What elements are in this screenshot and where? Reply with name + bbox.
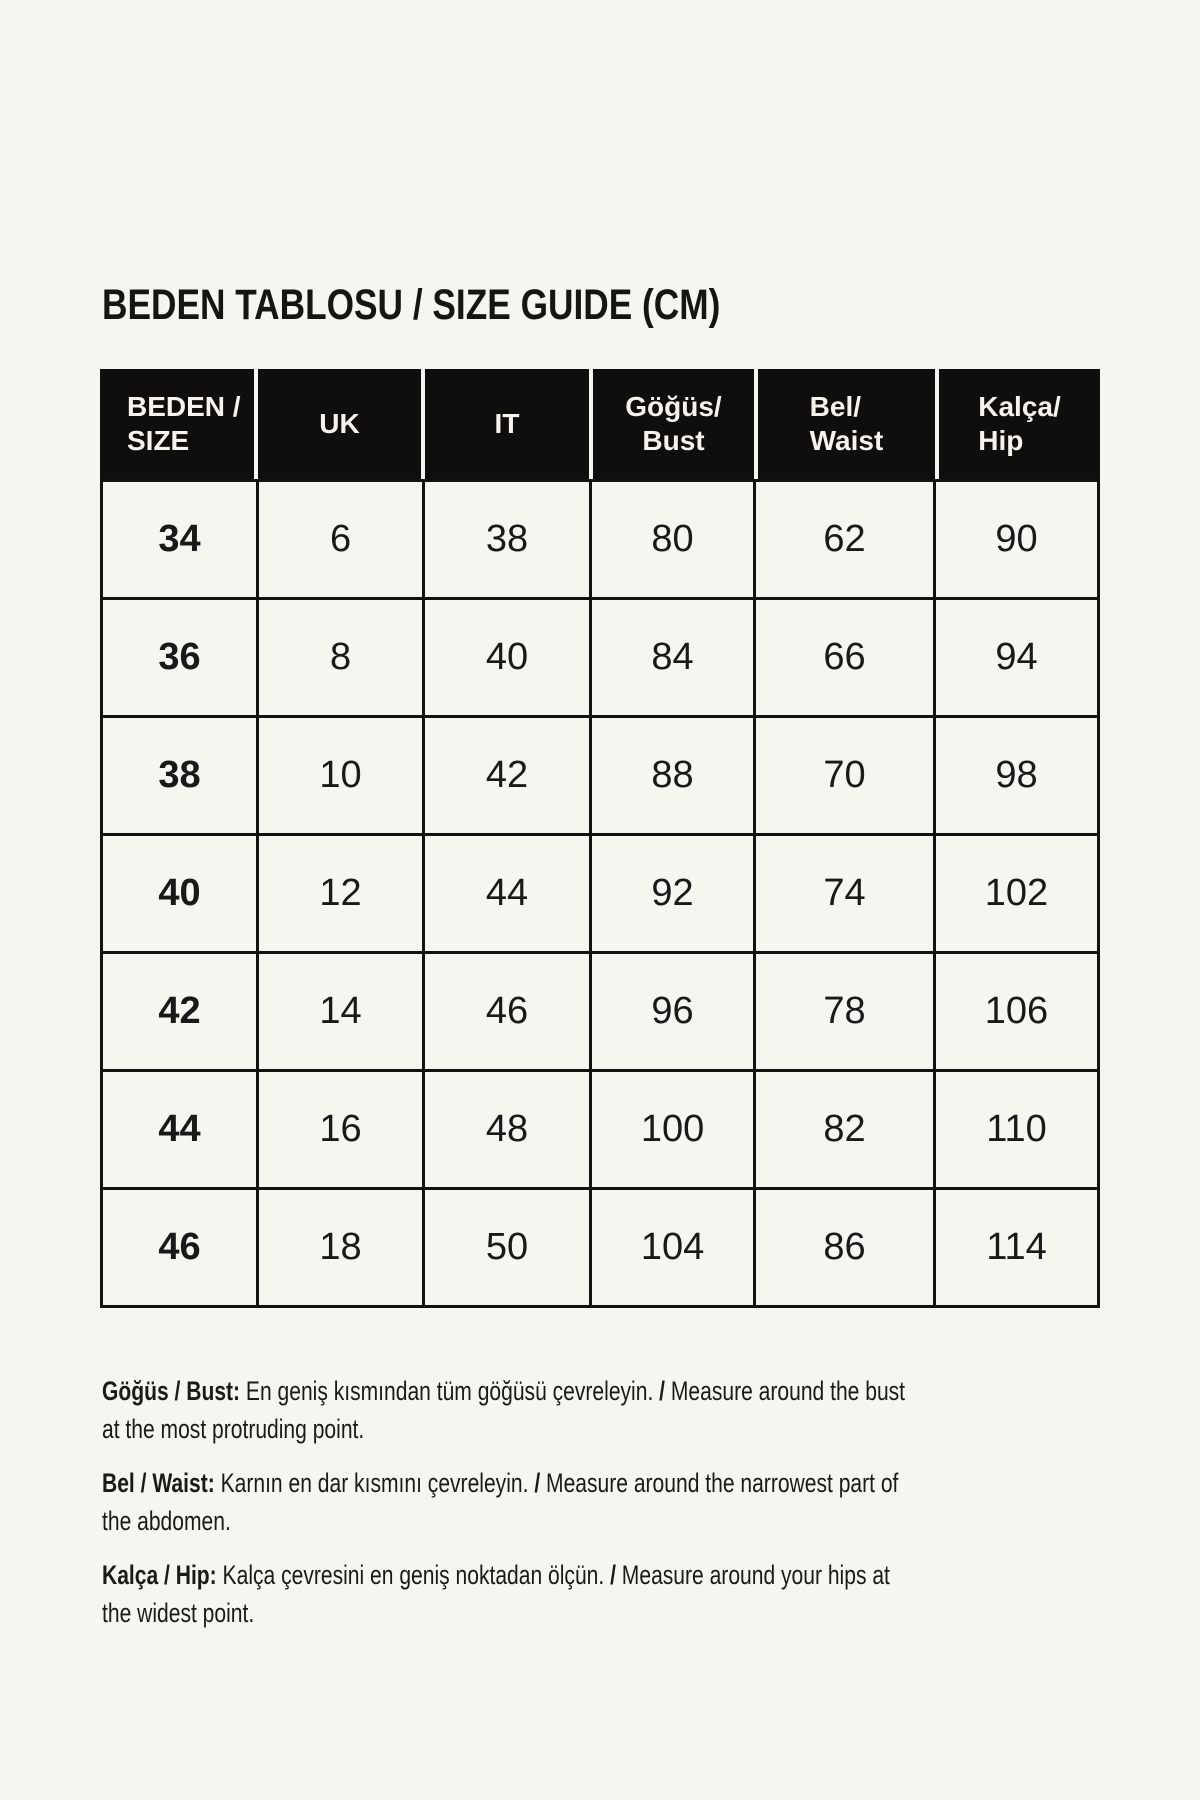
header-cell-it (421, 369, 589, 479)
header-cell-uk (254, 369, 421, 479)
header-line: Göğüs/ (625, 391, 722, 422)
note-text-en: Measure around your hips at (621, 1560, 890, 1590)
note-waist (102, 1464, 899, 1540)
table-header-row (100, 369, 1100, 479)
header-line-group (810, 390, 884, 458)
note-text-en: Measure around the bust (670, 1376, 906, 1406)
header-cell-bust (589, 369, 754, 479)
note-hip (102, 1556, 890, 1632)
page-title: BEDEN TABLOSU / SIZE GUIDE (CM) (102, 281, 721, 329)
cell-size: 38 (103, 718, 256, 833)
cell-it: 38 (422, 482, 589, 597)
cell-hip: 90 (933, 482, 1097, 597)
cell-bust: 80 (589, 482, 753, 597)
cell-waist: 66 (753, 600, 933, 715)
note-label: Bel / Waist: (102, 1468, 215, 1498)
header-cell-hip (935, 369, 1100, 479)
header-line: Kalça/ (978, 391, 1061, 422)
note-text-en: the abdomen. (102, 1506, 231, 1536)
note-text-tr: Kalça çevresini en geniş noktadan ölçün. (222, 1560, 605, 1590)
cell-waist: 70 (753, 718, 933, 833)
note-text-en: Measure around the narrowest part of (546, 1468, 899, 1498)
cell-hip: 102 (933, 836, 1097, 951)
measurement-notes (102, 1372, 1102, 1648)
note-bust (102, 1372, 906, 1448)
cell-it: 44 (422, 836, 589, 951)
note-text-tr: En geniş kısmından tüm göğüsü çevreleyin. (245, 1376, 654, 1406)
cell-size: 46 (103, 1190, 256, 1305)
cell-size: 34 (103, 482, 256, 597)
size-row-46 (103, 1187, 1097, 1305)
cell-it: 46 (422, 954, 589, 1069)
size-row-36 (103, 597, 1097, 715)
cell-size: 42 (103, 954, 256, 1069)
cell-bust: 100 (589, 1072, 753, 1187)
size-guide-table (100, 369, 1100, 1308)
header-line: Waist (809, 425, 884, 456)
size-row-34 (103, 482, 1097, 597)
note-separator: / (659, 1376, 666, 1406)
header-line: BEDEN / (127, 391, 241, 422)
cell-waist: 86 (753, 1190, 933, 1305)
header-line: IT (494, 408, 520, 439)
cell-hip: 98 (933, 718, 1097, 833)
note-text-en: the widest point. (102, 1598, 255, 1628)
cell-it: 42 (422, 718, 589, 833)
cell-hip: 114 (933, 1190, 1097, 1305)
header-line-group (978, 390, 1061, 458)
cell-it: 48 (422, 1072, 589, 1187)
cell-uk: 8 (256, 600, 422, 715)
cell-bust: 92 (589, 836, 753, 951)
cell-waist: 78 (753, 954, 933, 1069)
note-separator: / (534, 1468, 541, 1498)
cell-bust: 84 (589, 600, 753, 715)
cell-bust: 88 (589, 718, 753, 833)
header-line: Bust (642, 425, 705, 456)
table-body (100, 479, 1100, 1308)
cell-uk: 14 (256, 954, 422, 1069)
size-row-38 (103, 715, 1097, 833)
header-line: Hip (978, 425, 1024, 456)
header-line: UK (319, 408, 360, 439)
cell-hip: 94 (933, 600, 1097, 715)
cell-it: 40 (422, 600, 589, 715)
cell-size: 36 (103, 600, 256, 715)
size-row-42 (103, 951, 1097, 1069)
header-cell-size (100, 369, 254, 479)
note-label: Göğüs / Bust: (102, 1376, 241, 1406)
header-line: Bel/ (809, 391, 862, 422)
cell-bust: 96 (589, 954, 753, 1069)
cell-it: 50 (422, 1190, 589, 1305)
cell-waist: 74 (753, 836, 933, 951)
cell-uk: 16 (256, 1072, 422, 1187)
note-separator: / (610, 1560, 616, 1590)
cell-size: 40 (103, 836, 256, 951)
header-cell-waist (754, 369, 935, 479)
cell-size: 44 (103, 1072, 256, 1187)
note-label: Kalça / Hip: (102, 1560, 217, 1590)
size-row-40 (103, 833, 1097, 951)
size-row-44 (103, 1069, 1097, 1187)
note-text-tr: Karnın en dar kısmını çevreleyin. (220, 1468, 529, 1498)
header-line: SIZE (127, 425, 190, 456)
cell-uk: 6 (256, 482, 422, 597)
note-text-en: at the most protruding point. (102, 1414, 365, 1444)
cell-waist: 82 (753, 1072, 933, 1187)
cell-uk: 12 (256, 836, 422, 951)
cell-uk: 10 (256, 718, 422, 833)
cell-uk: 18 (256, 1190, 422, 1305)
cell-hip: 106 (933, 954, 1097, 1069)
cell-waist: 62 (753, 482, 933, 597)
cell-hip: 110 (933, 1072, 1097, 1187)
cell-bust: 104 (589, 1190, 753, 1305)
